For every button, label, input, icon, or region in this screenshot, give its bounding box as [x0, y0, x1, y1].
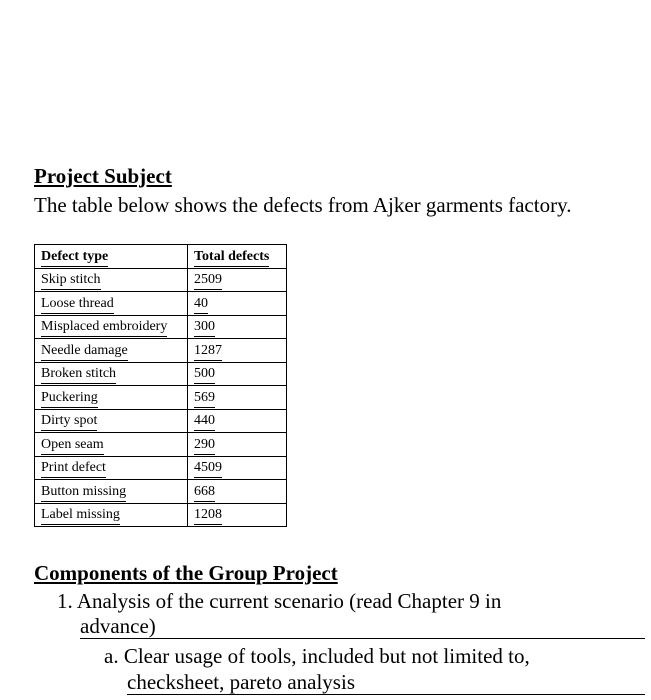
sub-item-a: a. Clear usage of tools, included but not limited to, — [104, 644, 530, 668]
total-defects-cell: 300 — [188, 315, 287, 339]
defects-table — [34, 244, 287, 527]
list-item-1: 1. Analysis of the current scenario (read Chapter 9 in — [57, 589, 502, 613]
defect-type-cell: Open seam — [35, 433, 188, 457]
total-defects-cell: 1287 — [188, 339, 287, 363]
table-row — [35, 268, 287, 292]
defect-type-cell: Broken stitch — [35, 362, 188, 386]
header-defect-type: Defect type — [35, 245, 188, 269]
total-defects-cell: 40 — [188, 292, 287, 316]
table-row — [35, 315, 287, 339]
defect-type-cell: Loose thread — [35, 292, 188, 316]
total-defects-cell: 668 — [188, 480, 287, 504]
table-row — [35, 386, 287, 410]
defect-type-cell: Skip stitch — [35, 268, 188, 292]
table-row — [35, 503, 287, 527]
defect-type-cell: Label missing — [35, 503, 188, 527]
defect-type-cell: Print defect — [35, 456, 188, 480]
table-row — [35, 292, 287, 316]
total-defects-cell: 2509 — [188, 268, 287, 292]
total-defects-cell: 290 — [188, 433, 287, 457]
table-row — [35, 409, 287, 433]
table-row — [35, 480, 287, 504]
table-row — [35, 456, 287, 480]
defect-type-cell: Needle damage — [35, 339, 188, 363]
defect-type-cell: Dirty spot — [35, 409, 188, 433]
table-row — [35, 433, 287, 457]
table-header-row — [35, 245, 287, 269]
header-total-defects: Total defects — [188, 245, 287, 269]
defect-type-cell: Button missing — [35, 480, 188, 504]
total-defects-cell: 500 — [188, 362, 287, 386]
table-row — [35, 362, 287, 386]
sub-item-a-continuation: checksheet, pareto analysis — [127, 670, 645, 695]
list-item-1-continuation: advance) — [80, 614, 645, 639]
project-subject-heading: Project Subject — [34, 164, 172, 188]
defect-type-cell: Misplaced embroidery — [35, 315, 188, 339]
total-defects-cell: 4509 — [188, 456, 287, 480]
total-defects-cell: 440 — [188, 409, 287, 433]
total-defects-cell: 569 — [188, 386, 287, 410]
project-subject-description: The table below shows the defects from Ajker garments factory. — [34, 193, 572, 217]
table-row — [35, 339, 287, 363]
total-defects-cell: 1208 — [188, 503, 287, 527]
defect-type-cell: Puckering — [35, 386, 188, 410]
components-heading: Components of the Group Project — [34, 561, 338, 585]
